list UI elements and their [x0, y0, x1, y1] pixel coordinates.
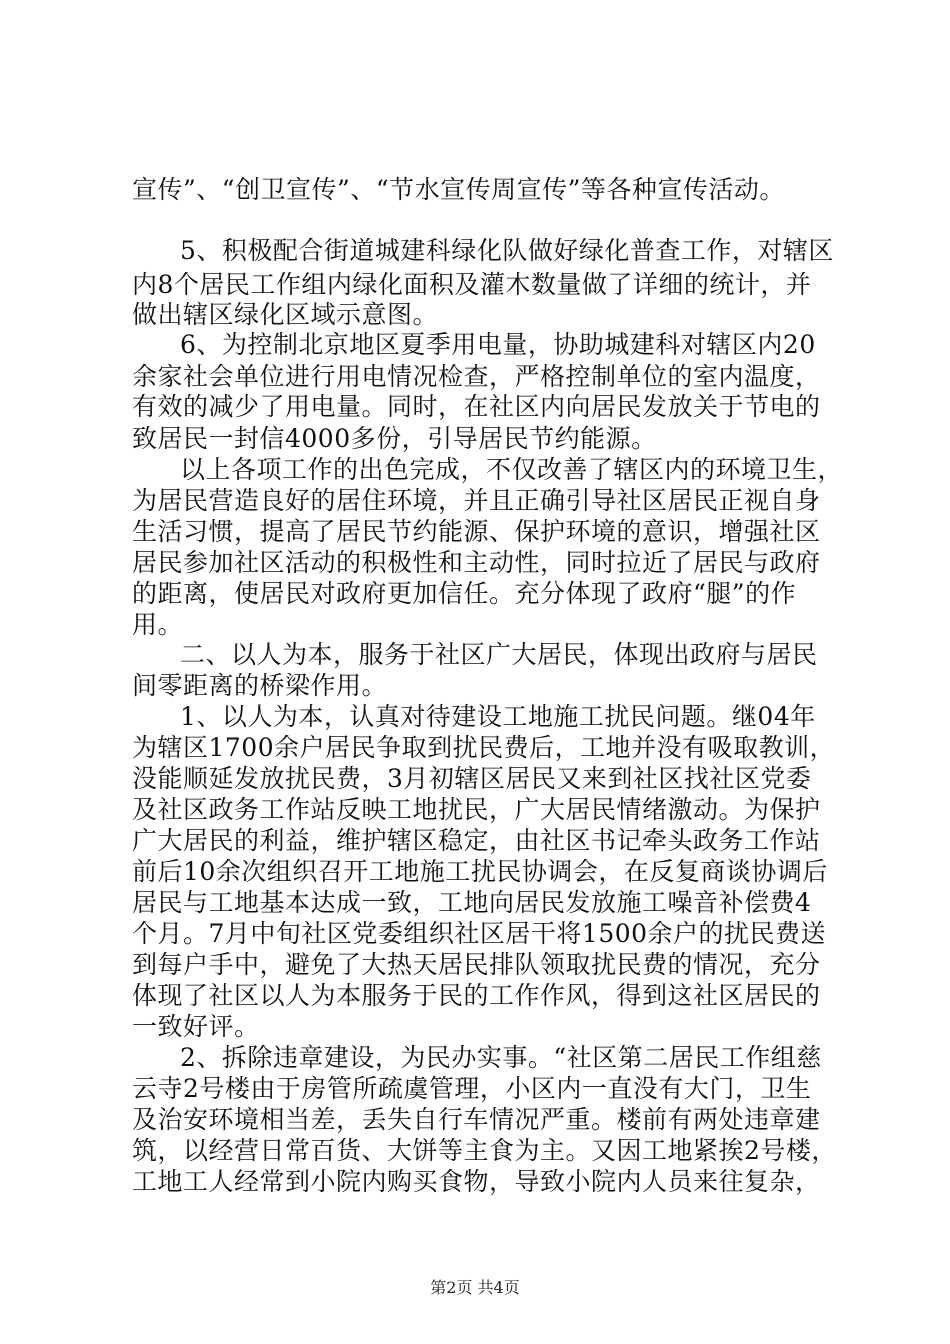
text-line: 居民参加社区活动的积极性和主动性，同时拉近了居民与政府 [132, 548, 821, 577]
text-line: 1、以人为本，认真对待建设工地施工扰民问题。继04年 [180, 702, 816, 731]
text-line: 内8个居民工作组内绿化面积及灌木数量做了详细的统计，并 [132, 270, 812, 299]
text-line: 做出辖区绿化区域示意图。 [132, 300, 439, 329]
text-line: 用。 [132, 610, 184, 639]
text-line: 的距离，使居民对政府更加信任。充分体现了政府“腿”的作 [132, 579, 797, 608]
text-line: 致居民一封信4000多份，引导居民节约能源。 [132, 424, 657, 453]
page-footer: 第2页 共4页 [430, 1278, 520, 1297]
text-line: 二、以人为本，服务于社区广大居民，体现出政府与居民 [180, 640, 818, 669]
text-line: 居民与工地基本达成一致，工地向居民发放施工噪音补偿费4 [132, 888, 812, 917]
text-line: 5、积极配合街道城建科绿化队做好绿化普查工作，对辖区 [180, 236, 834, 265]
text-line: 6、为控制北京地区夏季用电量，协助城建科对辖区内20 [180, 330, 816, 359]
text-line: 云寺2号楼由于房管所疏虞管理，小区内一直没有大门，卫生 [132, 1074, 812, 1103]
text-line: 及治安环境相当差，丢失自行车情况严重。楼前有两处违章建 [132, 1105, 821, 1134]
text-line: 筑，以经营日常百货、大饼等主食为主。又因工地紧挨2号楼， [132, 1136, 837, 1165]
text-line: 有效的减少了用电量。同时，在社区内向居民发放关于节电的 [132, 392, 821, 421]
text-line: 一致好评。 [132, 1012, 260, 1041]
text-line: 及社区政务工作站反映工地扰民，广大居民情绪激动。为保护 [132, 795, 821, 824]
text-line: 前后10余次组织召开工地施工扰民协调会，在反复商谈协调后 [132, 857, 828, 886]
text-line: 宣传”、“创卫宣传”、“节水宣传周宣传”等各种宣传活动。 [132, 175, 785, 204]
text-line: 个月。7月中旬社区党委组织社区居干将1500余户的扰民费送 [132, 919, 827, 948]
text-line: 间零距离的桥梁作用。 [132, 671, 388, 700]
text-line: 余家社会单位进行用电情况检查，严格控制单位的室内温度， [132, 362, 821, 391]
text-line: 工地工人经常到小院内购买食物，导致小院内人员来往复杂， [132, 1167, 821, 1196]
text-line: 为居民营造良好的居住环境，并且正确引导社区居民正视自身 [132, 486, 821, 515]
text-line: 2、拆除违章建设，为民办实事。“社区第二居民工作组慈 [180, 1043, 822, 1072]
text-line: 为辖区1700余户居民争取到扰民费后，工地并没有吸取教训， [132, 733, 836, 762]
text-line: 没能顺延发放扰民费，3月初辖区居民又来到社区找社区党委 [132, 764, 812, 793]
text-line: 到每户手中，避免了大热天居民排队领取扰民费的情况，充分 [132, 950, 821, 979]
text-line: 以上各项工作的出色完成，不仅改善了辖区内的环境卫生， [180, 455, 844, 484]
text-line: 体现了社区以人为本服务于民的工作作风，得到这社区居民的 [132, 981, 821, 1010]
text-line: 生活习惯，提高了居民节约能源、保护环境的意识，增强社区 [132, 517, 821, 546]
text-line: 广大居民的利益，维护辖区稳定，由社区书记牵头政务工作站 [132, 826, 821, 855]
